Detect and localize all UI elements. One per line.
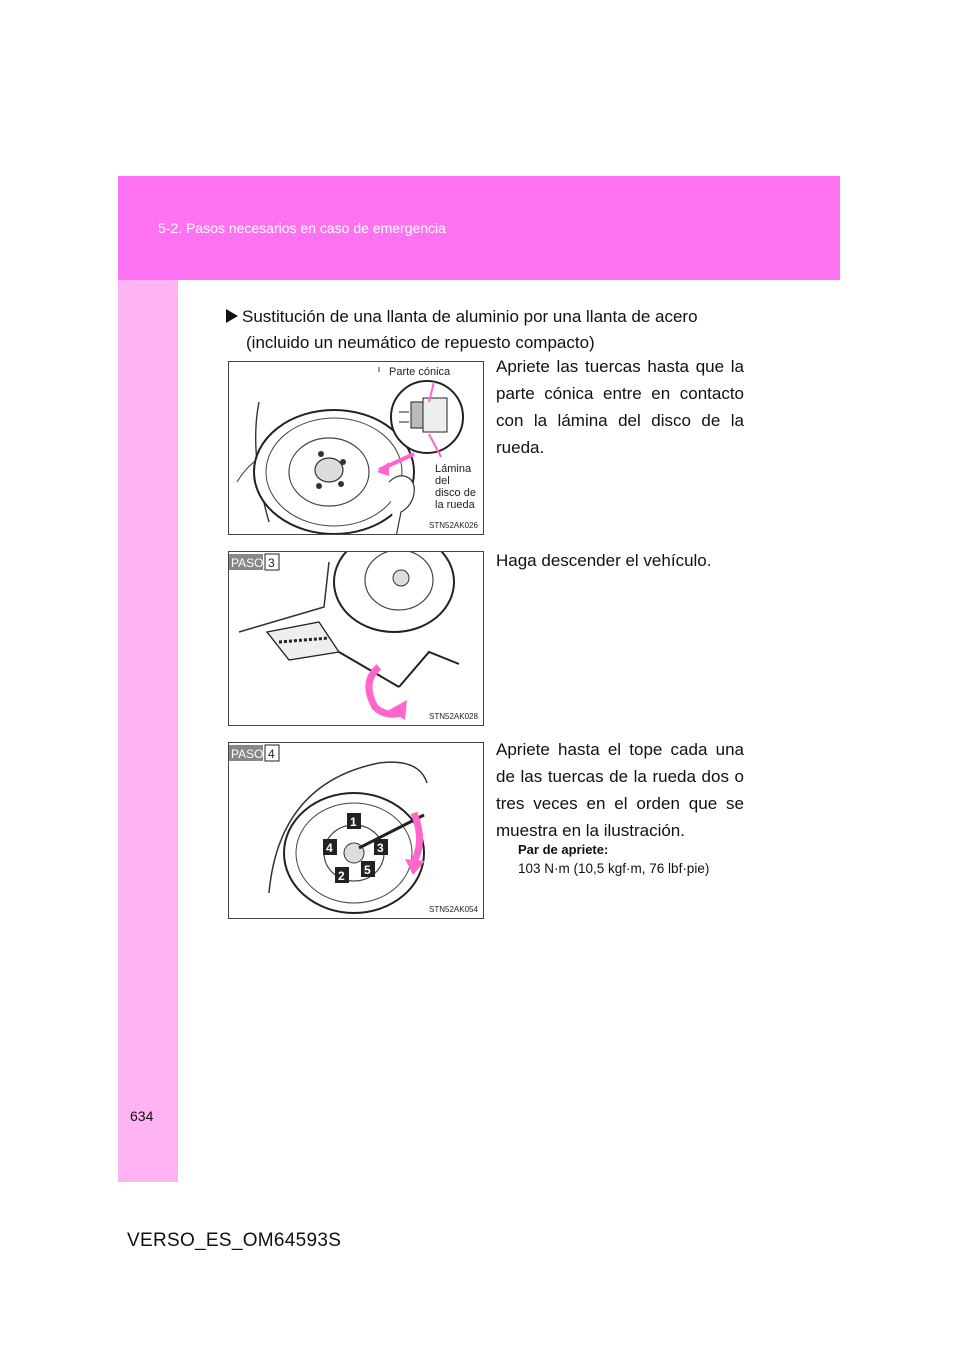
figure-lower-vehicle: [228, 551, 484, 726]
figure-code: STN52AK054: [429, 905, 478, 914]
nut-number-1: 1: [350, 815, 357, 829]
label-disc-3: disco de: [435, 487, 476, 499]
page-number: 634: [130, 1108, 154, 1124]
illustration-nut-order: [229, 743, 483, 918]
bullet-arrow-icon: [226, 309, 238, 323]
side-band: [118, 176, 178, 1182]
figure-code: STN52AK026: [429, 521, 478, 530]
footer-code: VERSO_ES_OM64593S: [127, 1230, 342, 1251]
step-text-tighten: Apriete hasta el tope cada una de las tuercas de la rueda dos o tres veces en el orden que se muestra en la ilustración.: [496, 740, 744, 840]
step-word: PASO: [231, 556, 264, 570]
figure-tighten-order: [228, 742, 484, 919]
label-disc-2: del: [435, 475, 450, 487]
step-number: 4: [268, 747, 275, 761]
torque-title: Par de apriete:: [518, 842, 609, 857]
step-text-lower: Haga descender el vehículo.: [496, 551, 712, 570]
illustration-jack-lowering: [229, 552, 483, 725]
nut-number-5: 5: [364, 863, 371, 877]
figure-code: STN52AK028: [429, 712, 478, 721]
intro-paragraph: [226, 304, 744, 356]
label-disc-1: Lámina: [435, 463, 472, 475]
figure-cone-contact: [228, 361, 484, 535]
step-text-cone: Apriete las tuercas hasta que la parte cónica entre en contacto con la lámina del disco de la rueda.: [496, 357, 744, 457]
intro-line-1: Sustitución de una llanta de aluminio por una llanta de acero: [242, 307, 698, 326]
step-word: PASO: [231, 747, 264, 761]
torque-value: 103 N·m (10,5 kgf·m, 76 lbf·pie): [518, 861, 710, 876]
label-disc-4: la rueda: [435, 499, 475, 511]
nut-number-4: 4: [326, 841, 333, 855]
nut-number-2: 2: [338, 869, 345, 883]
section-header: [118, 176, 840, 280]
section-title: 5-2. Pasos necesarios en caso de emergencia: [158, 220, 446, 236]
illustration-wheel-nut-cone: [229, 362, 483, 534]
nut-number-3: 3: [377, 841, 384, 855]
step-number: 3: [268, 556, 275, 570]
label-cone-part: Parte cónica: [389, 366, 451, 378]
intro-line-2: (incluido un neumático de repuesto compacto): [246, 333, 595, 352]
